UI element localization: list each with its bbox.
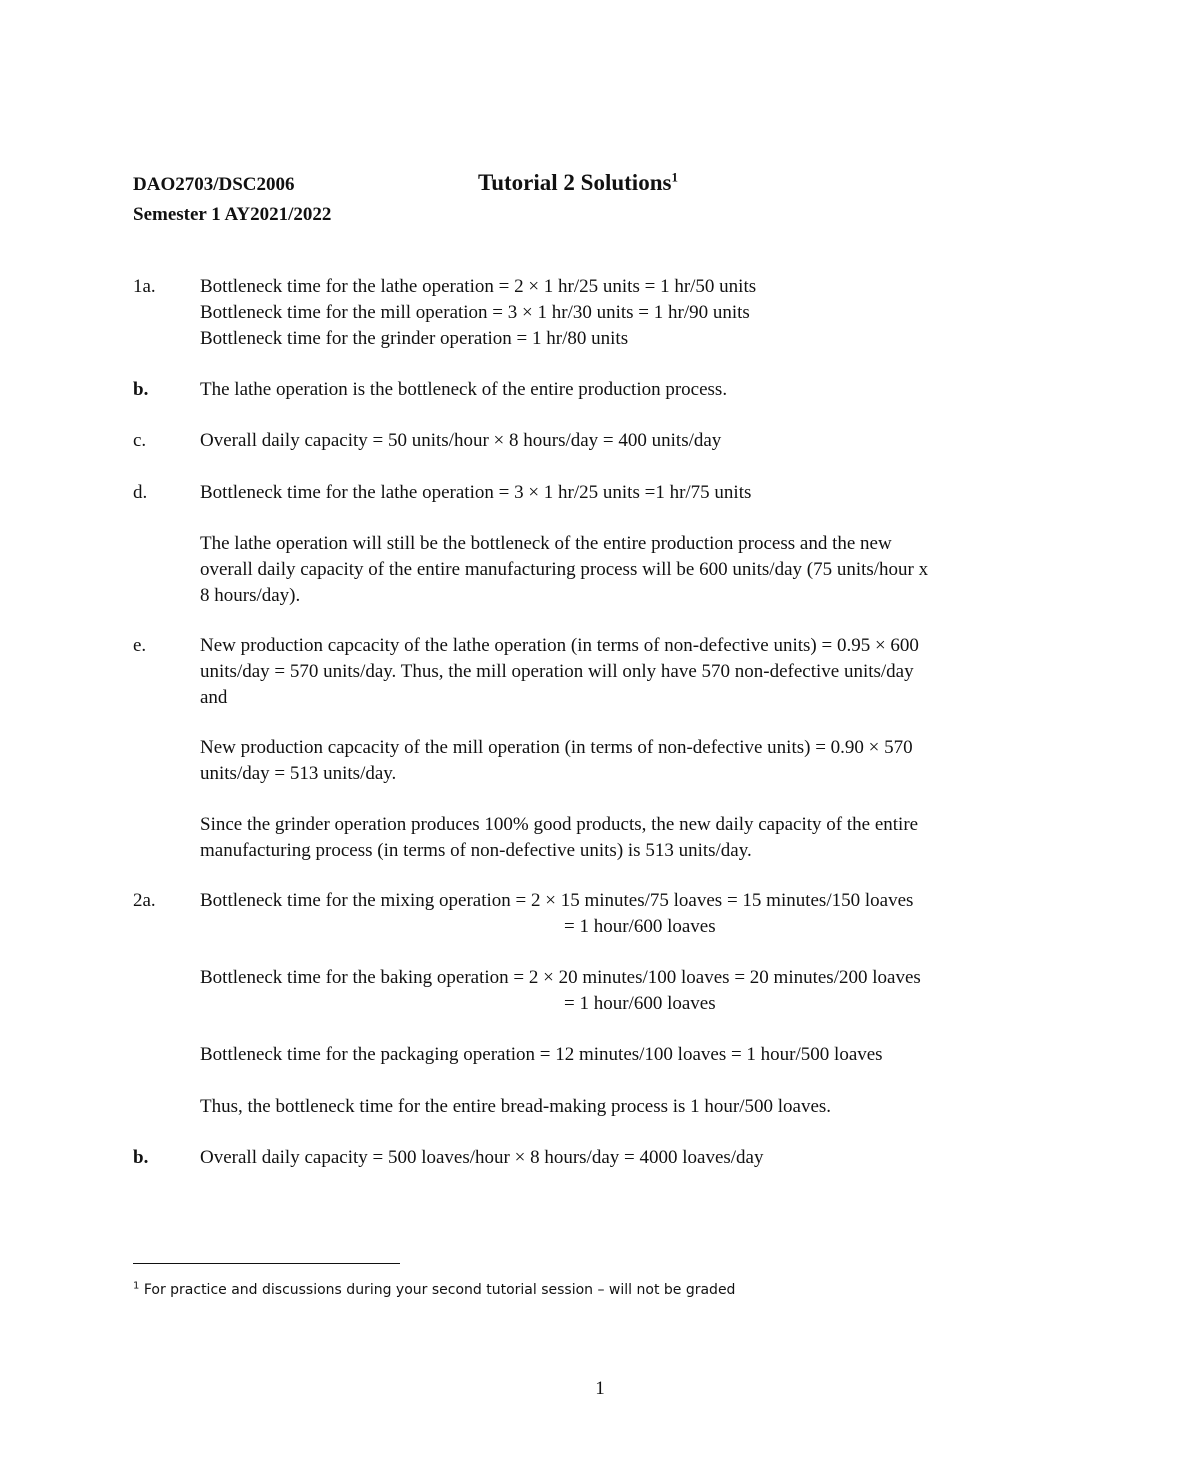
footnote	[133, 1280, 735, 1300]
answer-label: c.	[133, 430, 147, 451]
page-number: 1	[595, 1378, 605, 1399]
answer-body	[200, 274, 1080, 352]
title-footnote-mark: 1	[671, 169, 678, 185]
answer-label: 1a.	[133, 276, 156, 297]
text-line: units/day = 513 units/day.	[200, 763, 397, 784]
answer-body	[200, 480, 1080, 506]
answer-body	[200, 1145, 1080, 1171]
text-line: The lathe operation is the bottleneck of the entire production process.	[200, 379, 728, 400]
footnote-text: For practice and discussions during your second tutorial session – will not be graded	[143, 1282, 736, 1298]
answer-label: d.	[133, 482, 148, 503]
text-line: Bottleneck time for the lathe operation = 2 × 1 hr/25 units = 1 hr/50 units	[200, 276, 757, 297]
packaging-calculation	[200, 1042, 1080, 1068]
paragraph	[200, 735, 1080, 787]
text-line: The lathe operation will still be the bottleneck of the entire production process and the new	[200, 533, 892, 554]
text-line: Overall daily capacity = 50 units/hour × 8 hours/day = 400 units/day	[200, 430, 722, 451]
text-line: overall daily capacity of the entire manufacturing process will be 600 units/day (75 units/hour x	[200, 559, 929, 580]
text-line: manufacturing process (in terms of non-defective units) is 513 units/day.	[200, 840, 752, 861]
text-line: and	[200, 687, 228, 708]
mixing-calculation	[200, 888, 1080, 940]
text-line: = 1 hour/600 loaves	[564, 993, 716, 1014]
answer-label: b.	[133, 1147, 149, 1168]
answer-body	[200, 377, 1080, 403]
text-line: Bottleneck time for the packaging operation = 12 minutes/100 loaves = 1 hour/500 loaves	[200, 1044, 883, 1065]
answer-label: b.	[133, 379, 149, 400]
answer-label: e.	[133, 635, 147, 656]
text-line: Bottleneck time for the lathe operation = 3 × 1 hr/25 units =1 hr/75 units	[200, 482, 752, 503]
text-line: Bottleneck time for the grinder operation = 1 hr/80 units	[200, 328, 629, 349]
footnote-divider	[133, 1263, 400, 1264]
text-line: Overall daily capacity = 500 loaves/hour × 8 hours/day = 4000 loaves/day	[200, 1147, 764, 1168]
page-title	[478, 168, 678, 198]
answer-label: 2a.	[133, 890, 156, 911]
paragraph	[200, 812, 1080, 864]
answer-body	[200, 428, 1080, 454]
paragraph	[200, 633, 1080, 711]
text-line: Bottleneck time for the mixing operation = 2 × 15 minutes/75 loaves = 15 minutes/150 loaves	[200, 890, 914, 911]
text-line: = 1 hour/600 loaves	[564, 916, 716, 937]
title-text: Tutorial 2 Solutions	[478, 170, 672, 195]
text-line: Bottleneck time for the baking operation = 2 × 20 minutes/100 loaves = 20 minutes/200 loaves	[200, 967, 921, 988]
text-line: Thus, the bottleneck time for the entire bread-making process is 1 hour/500 loaves.	[200, 1096, 832, 1117]
course-code: DAO2703/DSC2006	[133, 174, 295, 195]
semester-label: Semester 1 AY2021/2022	[133, 204, 332, 225]
paragraph	[200, 1094, 1080, 1120]
text-line: New production capcacity of the lathe operation (in terms of non-defective units) = 0.95 × 600	[200, 635, 919, 656]
baking-calculation	[200, 965, 1080, 1017]
text-line: Since the grinder operation produces 100% good products, the new daily capacity of the entire	[200, 814, 919, 835]
text-line: units/day = 570 units/day. Thus, the mill operation will only have 570 non-defective units/day	[200, 661, 914, 682]
footnote-mark: 1	[133, 1280, 140, 1292]
course-header	[133, 170, 331, 230]
text-line: Bottleneck time for the mill operation = 3 × 1 hr/30 units = 1 hr/90 units	[200, 302, 750, 323]
text-line: 8 hours/day).	[200, 585, 301, 606]
paragraph	[200, 531, 1080, 609]
text-line: New production capcacity of the mill operation (in terms of non-defective units) = 0.90 × 570	[200, 737, 913, 758]
